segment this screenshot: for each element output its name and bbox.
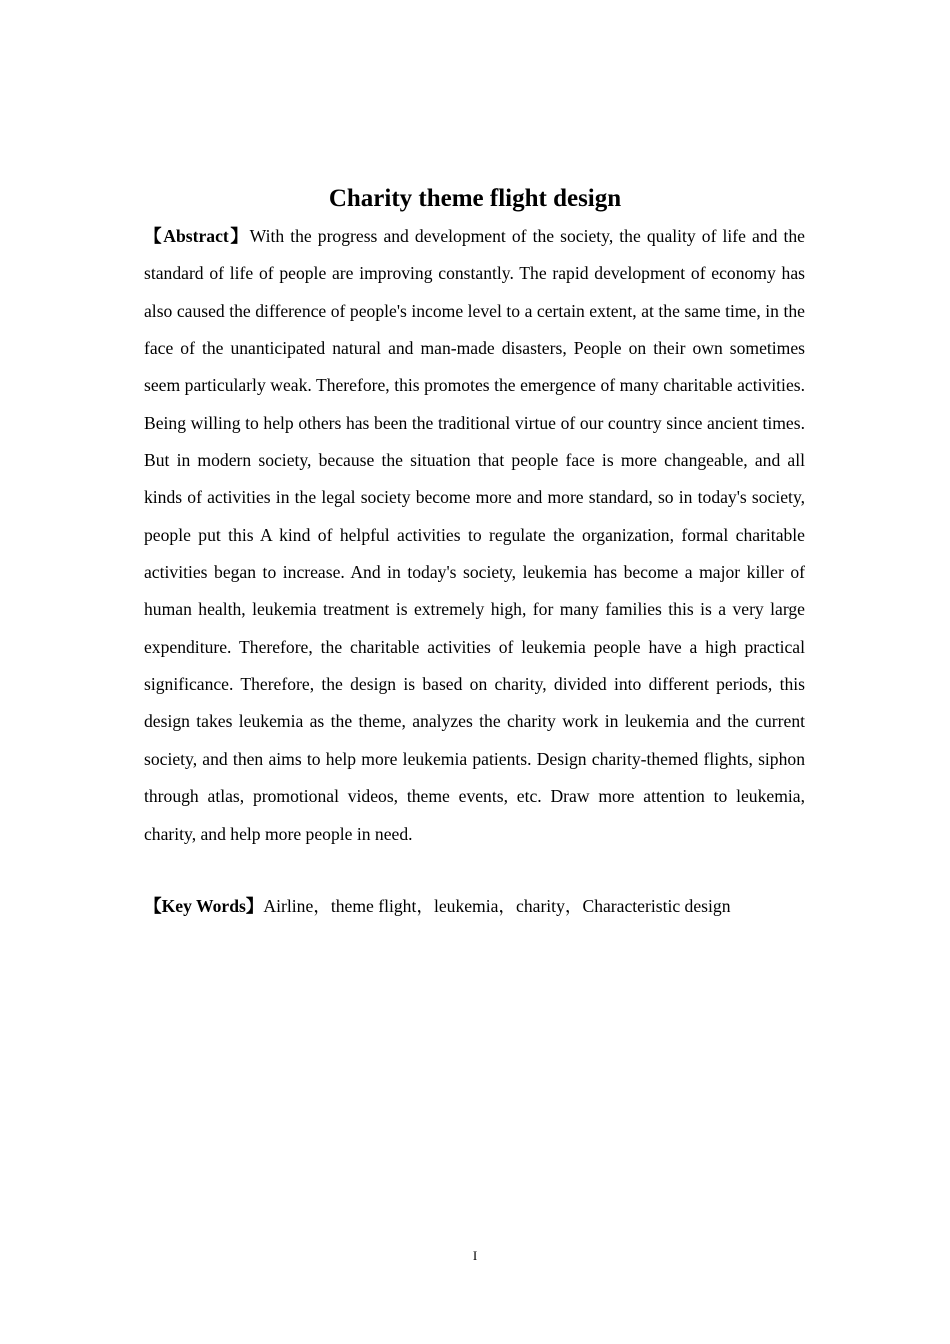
keywords-label: 【Key Words】 [144,896,264,916]
page-number: I [472,1248,478,1263]
document-title: Charity theme flight design [328,185,622,212]
abstract-paragraph [144,218,805,853]
keywords-text: Airline，theme flight，leukemia，charity，Characteristic design [263,896,731,916]
abstract-label: 【Abstract】 [144,226,250,246]
keywords-paragraph [144,888,844,925]
abstract-text: With the progress and development of the society, the quality of life and the standard of life of people are improving constantly. The rapid development of economy has also caused the difference of people's income level to a certain extent, at the same time, in the face of the unanticipated natural and man-made disasters, People on their own sometimes seem particularly weak. Therefore, this promotes the emergence of many charitable activities. Being willing to help others has been the traditional virtue of our country since ancient times. But in modern society, because the situation that people face is more changeable, and all kinds of activities in the legal society become more and more standard, so in today's society, people put this A kind of helpful activities to regulate the organization, formal charitable activities began to increase. And in today's society, leukemia has become a major killer of human health, leukemia treatment is extremely high, for many families this is a very large expenditure. Therefore, the charitable activities of leukemia people have a high practical significance. Therefore, the design is based on charity, divided into different periods, this design takes leukemia as the theme, analyzes the charity work in leukemia and the current society, and then aims to help more leukemia patients. Design charity-themed flights, siphon through atlas, promotional videos, theme events, etc. Draw more attention to leukemia, charity, and help more people in need. [144,226,805,844]
